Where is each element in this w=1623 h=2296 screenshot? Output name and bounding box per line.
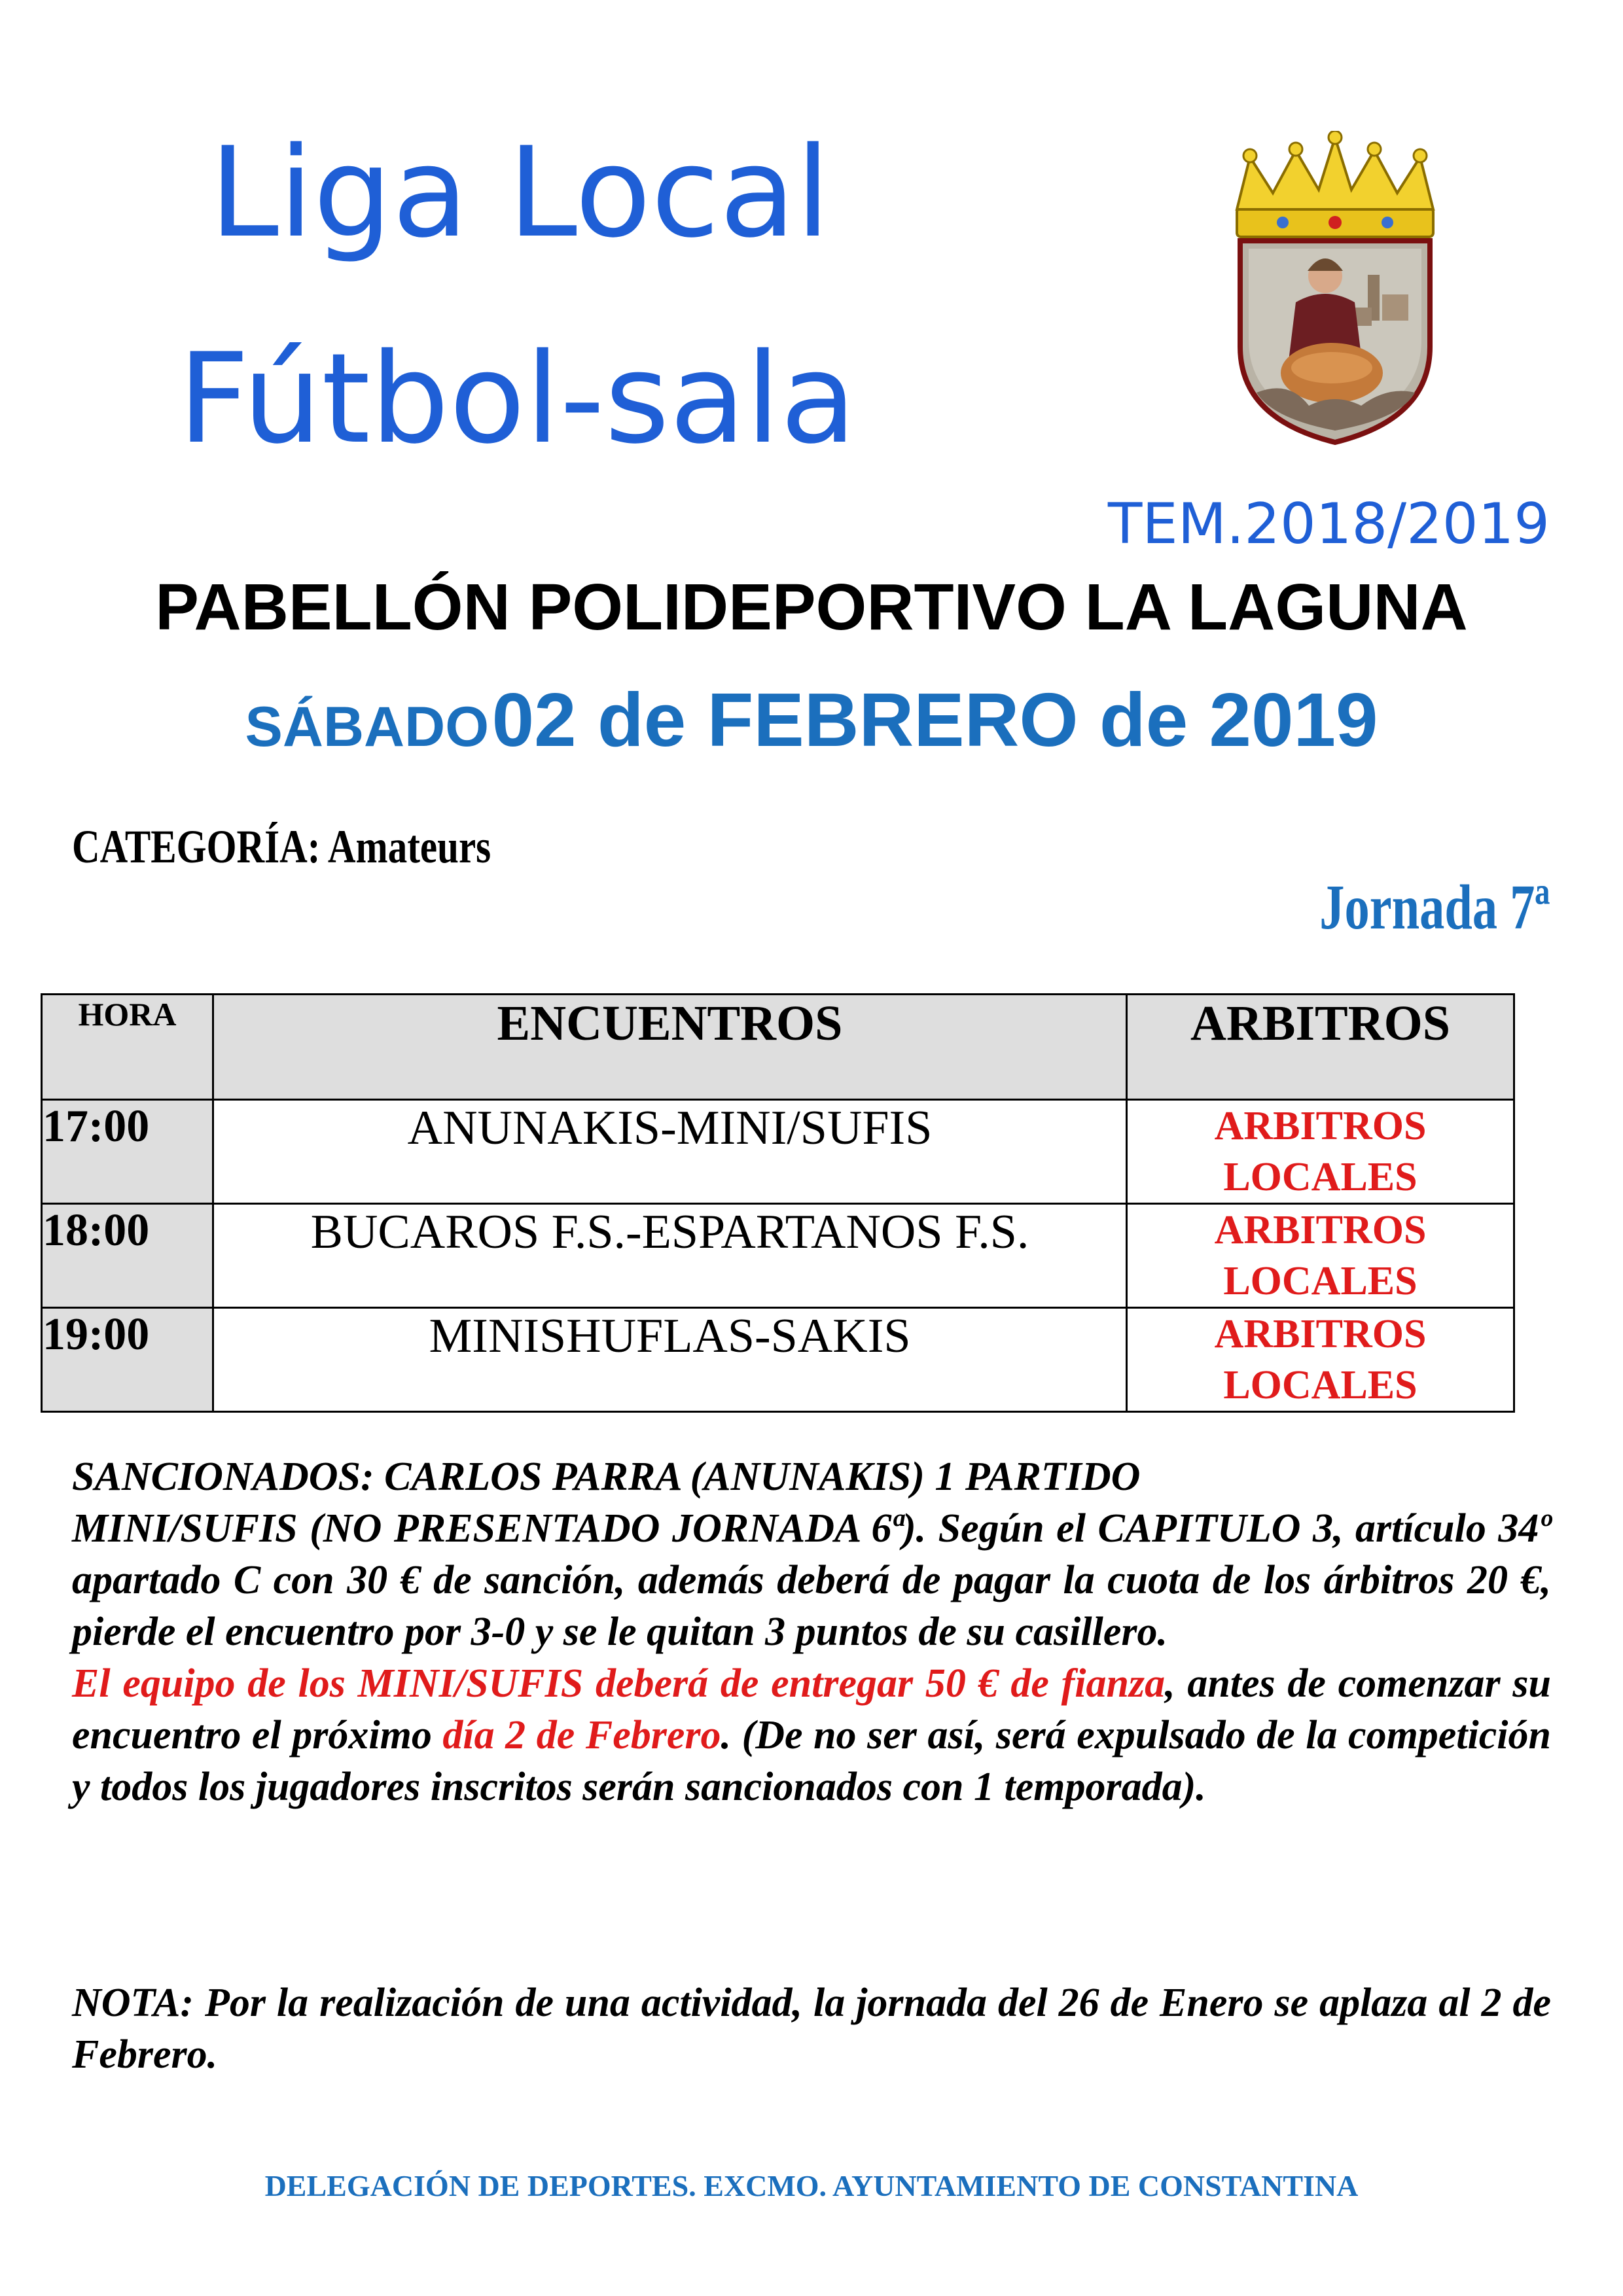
header-referees: ARBITROS: [1127, 995, 1514, 1100]
referees-line-1: ARBITROS: [1214, 1208, 1427, 1252]
header-matches: ENCUENTROS: [213, 995, 1127, 1100]
deposit-notice: [72, 1658, 1551, 1813]
referees-line-2: LOCALES: [1223, 1155, 1418, 1199]
table-row: [42, 1100, 1514, 1204]
match-teams: ANUNAKIS-MINI/SUFIS: [213, 1100, 1127, 1204]
match-hour: 19:00: [42, 1308, 213, 1412]
season-label: TEM.2018/2019: [1107, 491, 1550, 557]
title-line-1: Liga Local: [209, 120, 830, 265]
match-hour: 17:00: [42, 1100, 213, 1204]
match-referees: [1127, 1308, 1514, 1412]
deposit-consequence: . (De no ser así, será expulsado de la competición y todos los jugadores inscritos serán sancionados con 1 temporada).: [72, 1713, 1551, 1809]
match-teams: MINISHUFLAS-SAKIS: [213, 1308, 1127, 1412]
deposit-date: día 2 de Febrero: [442, 1713, 721, 1757]
referees-line-2: LOCALES: [1223, 1363, 1418, 1407]
event-date: [0, 677, 1623, 762]
deposit-mid-text: , antes de comenzar su encuentro el próximo: [72, 1661, 1552, 1757]
table-row: [42, 1308, 1514, 1412]
table-row: [42, 1204, 1514, 1308]
match-referees: [1127, 1204, 1514, 1308]
match-hour: 18:00: [42, 1204, 213, 1308]
match-teams: BUCAROS F.S.-ESPARTANOS F.S.: [213, 1204, 1127, 1308]
event-full-date: 02 de FEBRERO de 2019: [491, 677, 1378, 762]
venue-title: PABELLÓN POLIDEPORTIVO LA LAGUNA: [155, 571, 1468, 644]
round-label: Jornada 7ª: [1319, 872, 1550, 943]
match-schedule-table: [41, 993, 1515, 1413]
footer-organization: DELEGACIÓN DE DEPORTES. EXCMO. AYUNTAMIENTO DE CONSTANTINA: [264, 2169, 1359, 2202]
deposit-requirement: El equipo de los MINI/SUFIS deberá de entregar 50 € de fianza: [72, 1661, 1166, 1706]
referees-line-1: ARBITROS: [1214, 1312, 1427, 1356]
sanctioned-players: SANCIONADOS: CARLOS PARRA (ANUNAKIS) 1 PARTIDO: [72, 1455, 1141, 1499]
match-referees: [1127, 1100, 1514, 1204]
table-header-row: [42, 995, 1514, 1100]
sanction-text: MINI/SUFIS (NO PRESENTADO JORNADA 6ª). Según el CAPITULO 3, artículo 34º apartado C con 30 € de sanción, además deberá de pagar la cuota de los árbitros 20 €, pierde el encuentro por 3-0 y se le quitan 3 puntos de su casillero.: [72, 1506, 1551, 1654]
title-line-2: Fútbol-sala: [178, 327, 857, 471]
referees-line-1: ARBITROS: [1214, 1104, 1427, 1148]
postponement-note: NOTA: Por la realización de una actividad, la jornada del 26 de Enero se aplaza al 2 de Febrero.: [72, 1981, 1551, 2077]
sanctions-notes: [72, 1451, 1551, 1813]
municipal-coat-of-arms-icon: [1211, 131, 1459, 445]
event-weekday: SÁBADO: [245, 696, 490, 758]
header-hour: HORA: [42, 995, 213, 1100]
referees-line-2: LOCALES: [1223, 1259, 1418, 1303]
category-label: CATEGORÍA: Amateurs: [72, 821, 491, 873]
